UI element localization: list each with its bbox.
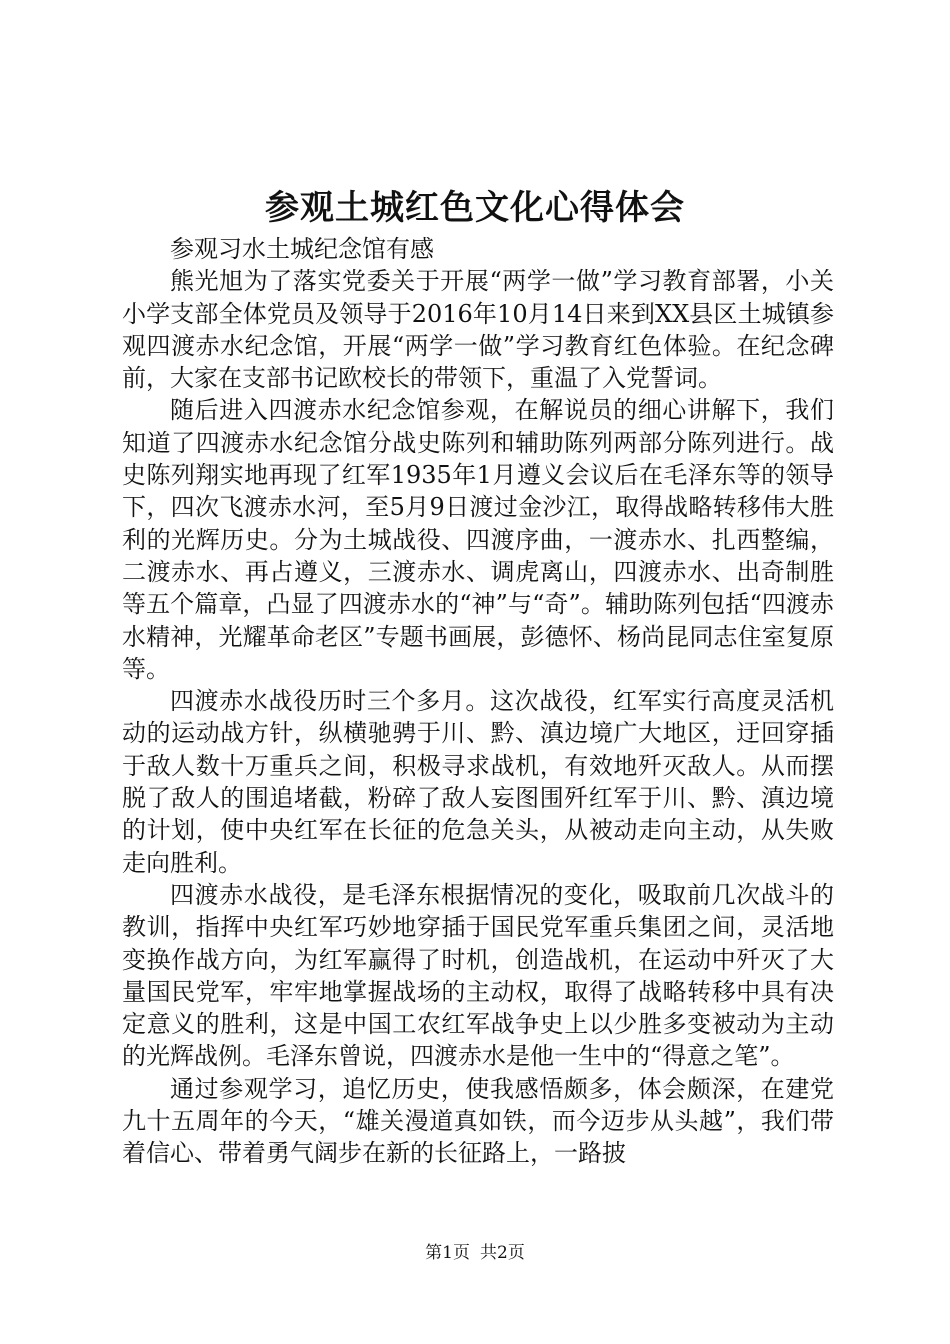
page-footer [0, 1241, 950, 1265]
document-title: 参观土城红色文化心得体会 [265, 188, 685, 228]
paragraph: 熊光旭为了落实党委关于开展“两学一做”学习教育部署，小关小学支部全体党员及领导于2016年10月14日来到XX县区土城镇参观四渡赤水纪念馆，开展“两学一做”学习教育红色体验。在纪念碑前，大家在支部书记欧校长的带领下，重温了入党誓词。 [122, 267, 834, 393]
document-body [122, 233, 834, 1170]
paragraph: 随后进入四渡赤水纪念馆参观，在解说员的细心讲解下，我们知道了四渡赤水纪念馆分战史陈列和辅助陈列两部分陈列进行。战史陈列翔实地再现了红军1935年1月遵义会议后在毛泽东等的领导下，四次飞渡赤水河，至5月9日渡过金沙江，取得战略转移伟大胜利的光辉历史。分为土城战役、四渡序曲，一渡赤水、扎西整编，二渡赤水、再占遵义，三渡赤水、调虎离山，四渡赤水、出奇制胜等五个篇章，凸显了四渡赤水的“神”与“奇”。辅助陈列包括“四渡赤水精神，光耀革命老区”专题书画展，彭德怀、杨尚昆同志住室复原等。 [122, 396, 834, 683]
document-subtitle: 参观习水土城纪念馆有感 [170, 235, 434, 263]
paragraph: 四渡赤水战役，是毛泽东根据情况的变化，吸取前几次战斗的教训，指挥中央红军巧妙地穿插于国民党军重兵集团之间，灵活地变换作战方向，为红军赢得了时机，创造战机，在运动中歼灭了大量国民党军，牢牢地掌握战场的主动权，取得了战略转移中具有决定意义的胜利，这是中国工农红军战争史上以少胜多变被动为主动的光辉战例。毛泽东曾说，四渡赤水是他一生中的“得意之笔”。 [122, 880, 834, 1071]
page-total: 共2页 [480, 1243, 525, 1263]
paragraph: 通过参观学习，追忆历史，使我感悟颇多，体会颇深，在建党九十五周年的今天，“雄关漫道真如铁，而今迈步从头越”，我们带着信心、带着勇气阔步在新的长征路上，一路披 [122, 1074, 834, 1168]
page-number: 第1页 [425, 1243, 470, 1263]
paragraph: 四渡赤水战役历时三个多月。这次战役，红军实行高度灵活机动的运动战方针，纵横驰骋于川、黔、滇边境广大地区，迂回穿插于敌人数十万重兵之间，积极寻求战机，有效地歼灭敌人。从而摆脱了敌人的围追堵截，粉碎了敌人妄图围歼红军于川、黔、滇边境的计划，使中央红军在长征的危急关头，从被动走向主动，从失败走向胜利。 [122, 687, 834, 877]
